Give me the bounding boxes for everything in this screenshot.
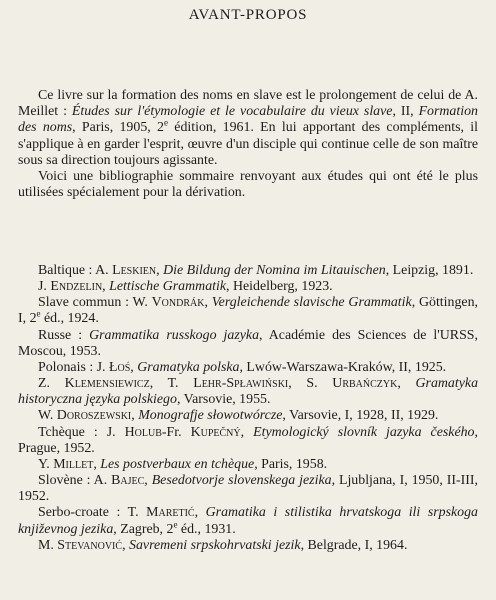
entry-text: W. [38,408,57,424]
entry-text: , [144,473,152,489]
entry-text: J. [38,279,51,295]
entry-text: -Fr. [161,424,191,440]
entry-text: , Zagreb, 2 [113,521,174,537]
bibliography-entry [18,473,478,505]
entry-text: , [131,408,139,424]
entry-text: Polonais : J. [38,359,110,375]
work-title: Lettische Grammatik [109,279,227,295]
entry-text: , [122,537,130,553]
work-title: Les postverbaux en tchèque [100,456,255,472]
bibliography-entry [18,425,478,457]
bibliography [18,263,478,554]
author-name: Klemensiewicz [64,376,150,392]
author-name: Millet [53,456,94,472]
entry-text: , Göttingen, I, 2 [18,295,478,327]
intro-paragraph-1 [18,88,478,169]
author-name: Kupečný [190,424,241,440]
entry-text: éd., 1931. [177,521,236,537]
entry-text: , Heidelberg, 1923. [226,279,333,295]
superscript: e [163,117,168,128]
entry-text: , S. [288,376,333,392]
entry-text: , [93,456,101,472]
entry-text: , [240,424,254,440]
author-name: Bajec [111,473,145,489]
entry-text: Slovène : A. [38,473,112,489]
author-name: Doroszewski [56,408,132,424]
author-name: Łoś [109,359,131,375]
intro-section [18,88,478,201]
work-title: Études sur l'étymologie et le vocabulaire du vieux slave [71,104,393,120]
work-title: Besedotvorje slovenskega jezika [151,473,332,489]
superscript: e [173,518,178,529]
intro-text: , II, [392,104,419,120]
entry-text: Russe : [38,327,90,343]
entry-text: , Paris, 1958. [254,456,328,472]
entry-text: Y. [38,456,54,472]
entry-text: , [194,505,206,521]
bibliography-entry [18,263,478,279]
bibliography-entry [18,408,478,424]
superscript: e [36,308,41,319]
entry-text: , Prague, 1952. [18,424,478,456]
author-name: Lehr-Spławiński [193,376,289,392]
page-title: AVANT-PROPOS [188,7,308,23]
bibliography-entry [18,279,478,295]
bibliography-entry [18,328,478,360]
work-title: Etymologický slovník jazyka českého [253,424,475,440]
work-title: Savremeni srpskohrvatski jezik [129,537,301,553]
entry-text: , Lwów-Warszawa-Kraków, II, 1925. [239,359,447,375]
work-title: Gramatika i stilistika hrvatskoga ili srpskoga književnog jezika [18,505,478,537]
bibliography-entry [18,376,478,408]
entry-text: Z. [38,376,65,392]
author-name: Urbańczyk [332,376,398,392]
work-title: Formation des noms [18,104,478,136]
bibliography-entry [18,295,478,327]
work-title: Die Bildung der Nomina im Litauischen [163,263,386,278]
bibliography-entry [18,360,478,376]
entry-text: , Leipzig, 1891. [385,263,474,278]
bibliography-entry [18,505,478,537]
entry-text: , Belgrade, I, 1964. [300,537,408,553]
entry-text: Baltique : A. [38,263,113,278]
author-name: Leskien [112,263,157,278]
entry-text: , Varsovie, 1955. [176,392,271,408]
entry-text: Serbo-croate : T. [38,505,147,521]
entry-text: , [204,295,212,311]
work-title: Gramatyka historyczna języka polskiego [18,376,479,408]
intro-text: édition, 1961. En lui apportant des compléments, il s'applique à en garder l'esprit, œuvre d'un disciple qui continue celle de son maître sous sa direction toujours agissante. [18,120,478,168]
entry-text: M. [38,537,58,553]
author-name: Vondrák [151,295,205,311]
entry-text: , Ljubljana, I, 1950, II-III, 1952. [18,473,478,505]
entry-text: , [130,359,138,375]
author-name: Endzelin [50,279,103,295]
intro-paragraph-2: Voici une bibliographie sommaire renvoyant aux études qui ont été le plus utilisées spécialement pour la dérivation. [18,169,478,201]
bibliography-entry [18,538,478,554]
entry-text: Slave commun : W. [38,295,152,311]
entry-text: , [102,279,110,295]
author-name: Stevanović [57,537,123,553]
work-title: Monografje słowotwórcze [138,408,283,424]
entry-text: Tchèque : J. [38,424,125,440]
entry-text: , [397,376,416,392]
author-name: Holub [124,424,162,440]
intro-text: Ce livre sur la formation des noms en slave est le prolongement de celui de A. Meillet : [18,88,478,120]
bibliography-entry [18,457,478,473]
entry-text: , [156,263,164,278]
work-title: Vergleichende slavische Grammatik [211,295,412,311]
entry-text: , T. [149,376,194,392]
entry-text: éd., 1924. [40,311,99,327]
entry-text: , Varsovie, I, 1928, II, 1929. [282,408,439,424]
work-title: Gramatyka polska [137,359,240,375]
work-title: Grammatika russkogo jazyka [89,327,260,343]
entry-text: , Académie des Sciences de l'URSS, Moscou, 1953. [18,327,478,359]
intro-text: , Paris, 1905, 2 [72,120,164,136]
author-name: Maretić [146,505,195,521]
